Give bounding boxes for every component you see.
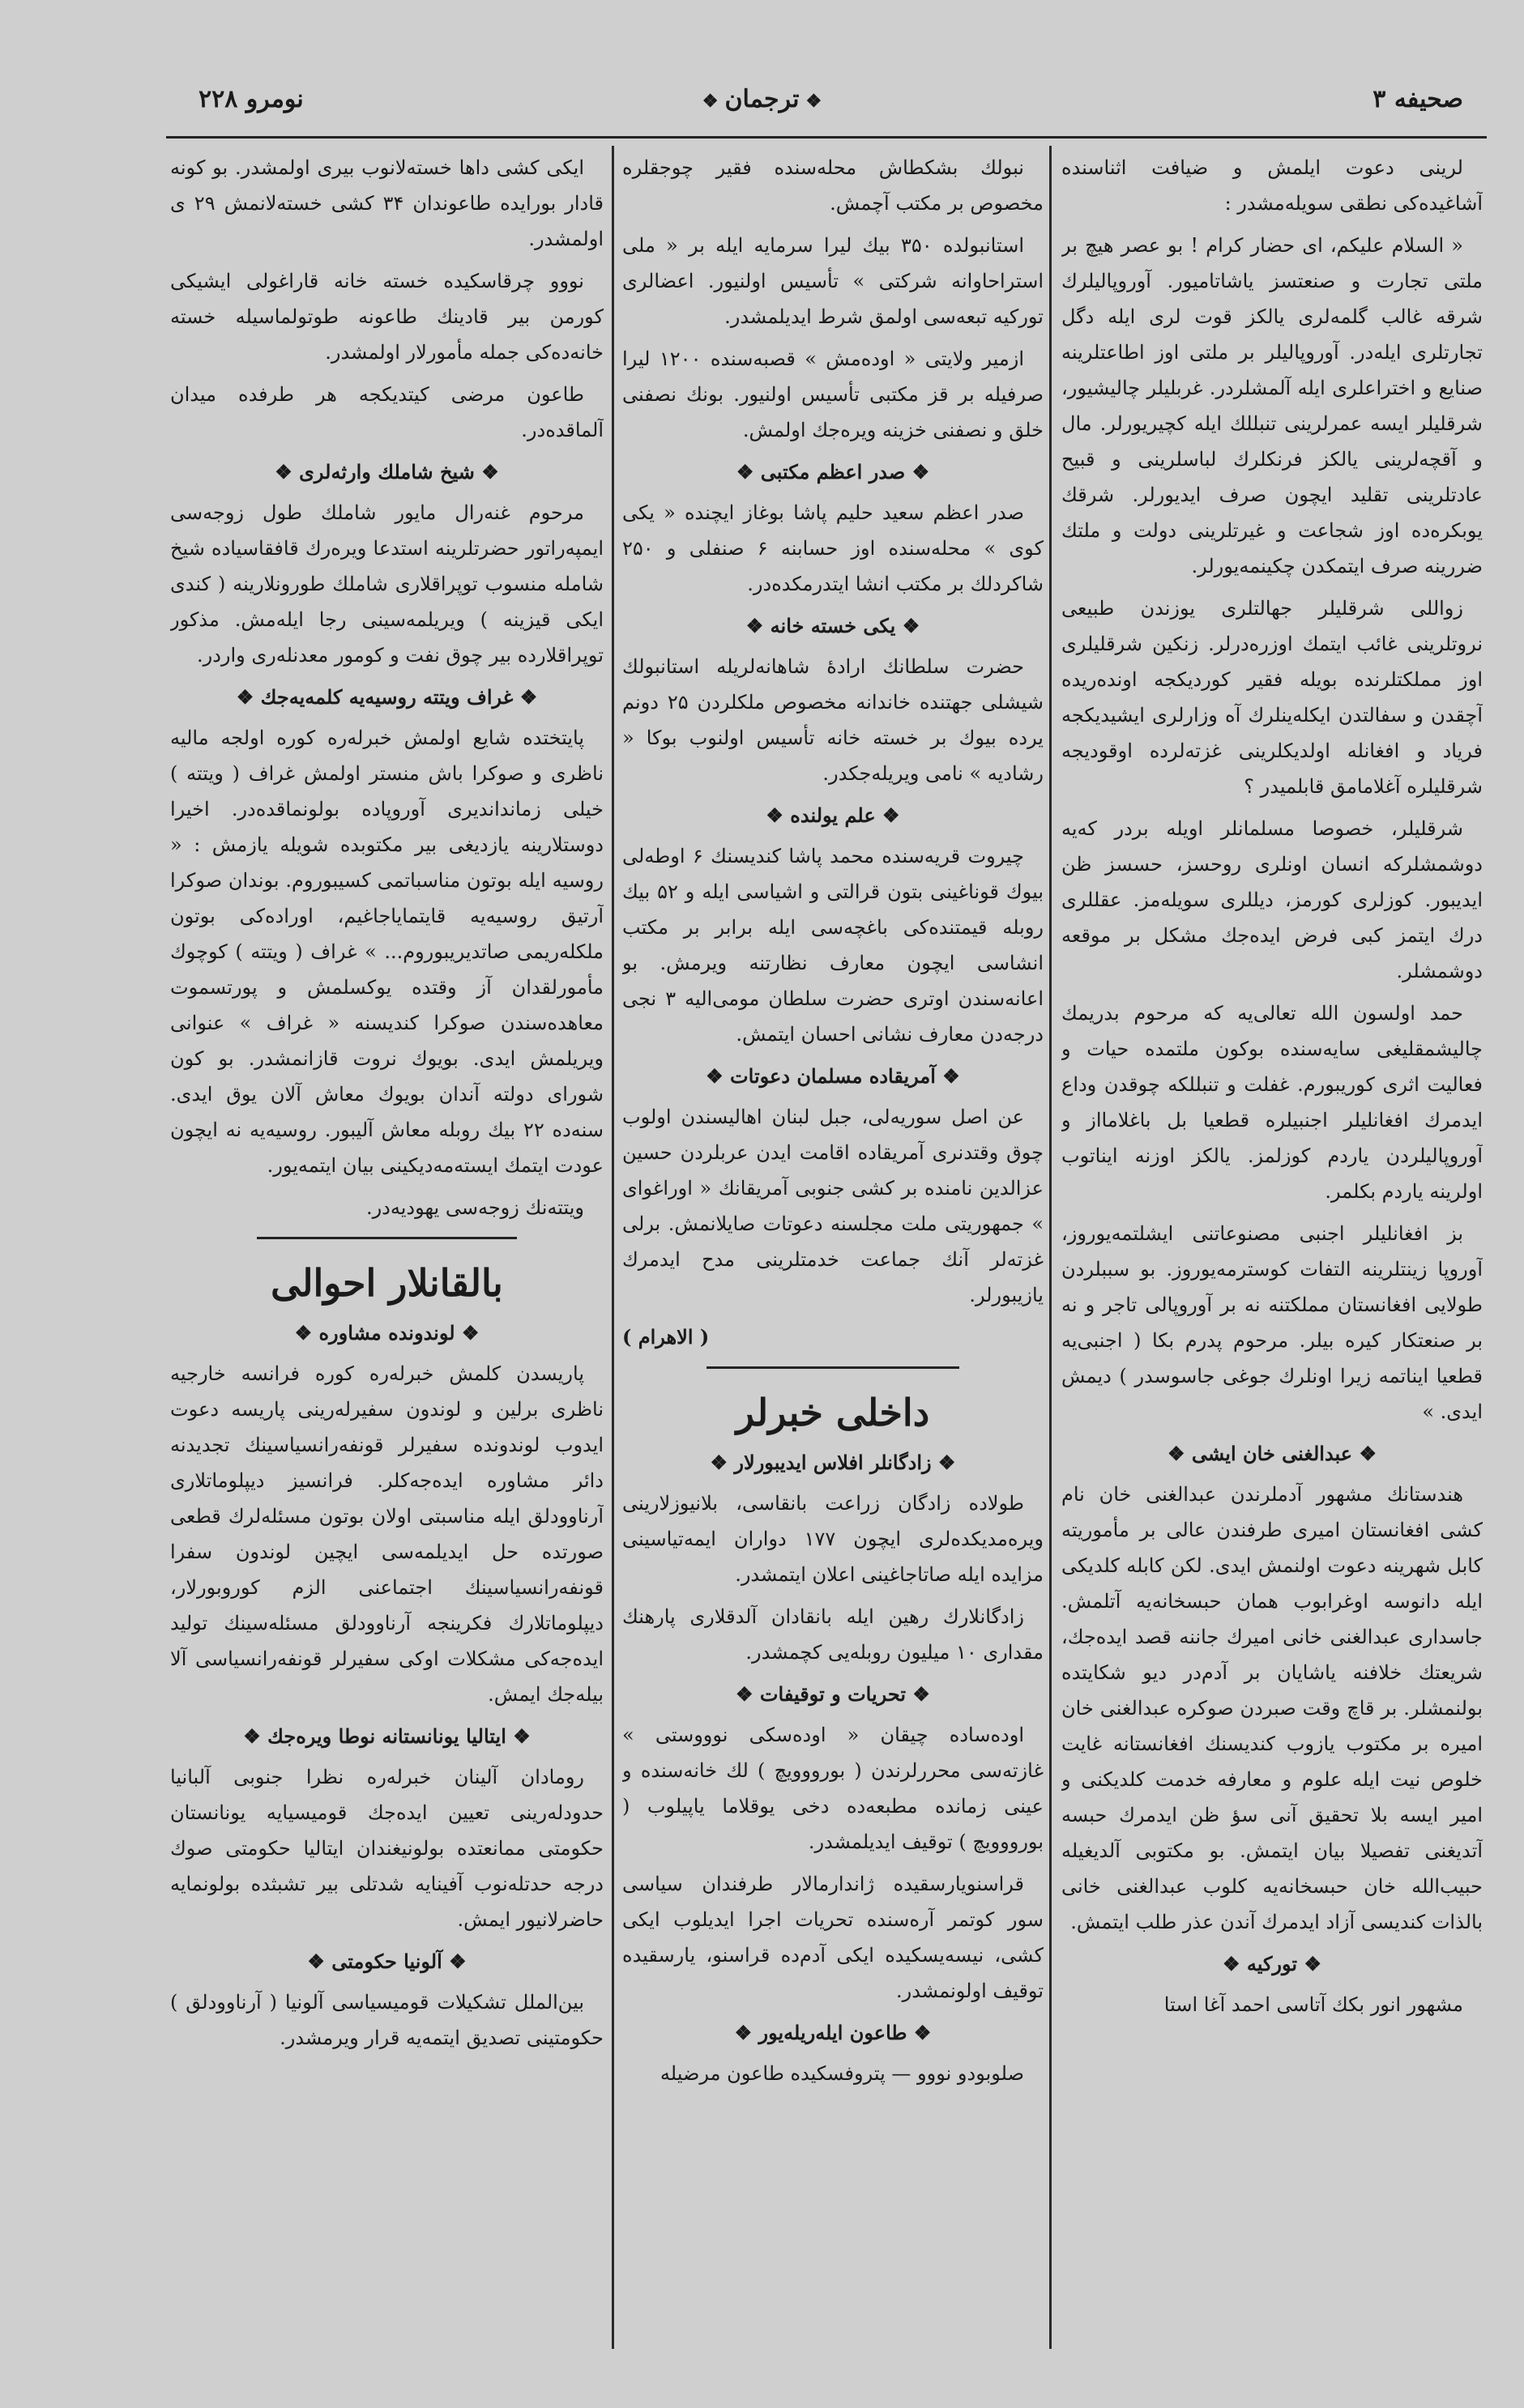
paragraph: استانبولده ۳۵۰ بیك لیرا سرمایه ایله بر « ملی استراحاوانه شرکتی » تأسیس اولنیور. اعضالری تورکیه تبعه‌سی اولمق شرط ایدیلمشدر.	[622, 234, 1044, 328]
section-rule	[707, 1366, 959, 1369]
article-subheading	[622, 454, 1044, 490]
paragraph: نووو چرقاسکیده خسته خانه قاراغولی ایشیکی کورمن بیر قادینك طاعونه طوتولماسیله خسته خانه‌ده‌کی جمله مأمورلار اولمشدر.	[170, 270, 604, 364]
subheading-text: آمریقاده مسلمان دعوتات	[730, 1064, 936, 1088]
column-divider	[612, 146, 614, 2349]
article-subheading	[1061, 1946, 1483, 1982]
column-left	[170, 150, 604, 2353]
paragraph: مرحوم غنه‌رال مایور شاملك طول زوجه‌سی ایمپه‌راتور حضرتلرینه استدعا ویره‌رك قافقاسیاده شیخ شامله منسوب توپراقلاری شاملك طورونلارینه ( کندی ایکی قیزینه ) ویریلمه‌سینی رجا ایله‌مش. مذکور توپراقلارده بیر چوق نفت و کومور معدنله‌ری واردر.	[170, 501, 604, 667]
issue-number-label: نومرو ۲۲۸	[199, 85, 304, 113]
subheading-text: تورکیه	[1246, 1952, 1298, 1975]
subheading-text: ایتالیا یونانستانه نوطا ویره‌جك	[267, 1724, 506, 1748]
article-subheading	[622, 608, 1044, 644]
paragraph: اوده‌ساده چیقان « اوده‌سکی نوووستی » غازته‌سی محررلرندن ( بورووویچ ) لك خانه‌سنده و عینی زمانده مطبعه‌ده دخی یوقلاما یاپیلوب ( بورووویچ ) توقیف ایدیلمشدر.	[622, 1724, 1044, 1853]
paragraph: « السلام علیکم، ای حضار کرام ! بو عصر هیچ بر ملتی تجارت و صنعتسز یاشاتامیور. آوروپالیلرك شرقه غالب گلمه‌لری یالکز قوت لری ایله دگل تجارتلری ایله‌در. آوروپالیلر بر ملتی اوز اطاعتلرینه صنایع و اختراعلری ایله آلمشلردر. غربلیلر چالیشیور، شرقلیلر ایسه عمرلرینی تنبللك ایله کچیریورلر. مال و آقچه‌لرینی یالکز فرنکلرك لباسلرینی و قبیح عادتلرینی تقلید ایچون صرف ایدیورلر. شرقك یوبکره‌ده اوز شجاعت و غیرتلرینی دولت و ملتك ضررینه صرف ایتمکدن چکینمه‌یورلر.	[1061, 234, 1483, 577]
ornament-icon: ❖	[236, 685, 261, 709]
article-subheading	[622, 798, 1044, 833]
article-subheading	[622, 1445, 1044, 1481]
ornament-icon: ❖	[736, 1682, 760, 1706]
paragraph: نبولك بشکطاش محله‌سنده فقیر چوجقلره مخصوص بر مکتب آچمش.	[622, 156, 1044, 215]
subheading-text: غراف ویتته روسیه‌یه کلمه‌یه‌جك	[260, 685, 514, 709]
article-subheading	[170, 1315, 604, 1351]
ornament-icon: ❖	[931, 1451, 956, 1474]
ornament-icon: ❖	[506, 1724, 531, 1748]
paragraph: حمد اولسون الله تعالی‌یه که مرحوم بدریمك چالیشمقلیغی سایه‌سنده بوکون ملتمده حیات و فعالیت اثری کوریبورم. غفلت و تنبللکه چوقدن وداع ایدمرك افغانلیلر اجنبیلره قطعیا بل باغلامااز و آوروپالیلردن یاردم کوزلمز. یالکز اوزنه ایناتوب اولرینه یاردم بکلمر.	[1061, 1002, 1483, 1203]
paragraph: هندستانك مشهور آدملرندن عبدالغنی خان نام کشی افغانستان امیری طرفندن عالی بر مأموریته کابل شهرینه دعوت اولنمش ایدی. لکن کابله کلدیکی ایله دانوسه اوغرابوب همان حبسخانه‌یه آتلمش. جاسداری عبدالغنی خانی امیرك جاننه قصد ایده‌جك، شریعتك خلافنه یاشایان بر آدم‌در دیو شکایتده بولنمشلر. بر قاچ وقت صبردن صوکره عبدالغنی خان امیره بر مکتوب یازوب کندیسنك افغانستانه غایت خلوص نیت ایله علوم و معارفه خدمت کلدیکنی و امیر ایسه بلا تحقیق آنی سؤ ظن ایدمرك حبسه آتدیغنی تفصیلا بیان ایتمش. بو مکتوبی آلدیغیله حبیب‌الله خان حبسخانه‌یه کلوب عبدالغنی خانی بالذات کندیسی آزاد ایدمرك آندن عذر طلب ایتمش.	[1061, 1483, 1483, 1933]
paragraph: ویتته‌نك زوجه‌سی یهودیه‌در.	[365, 1196, 584, 1219]
paragraph: صلوبودو نووو — پتروفسکیده طاعون مرضیله	[660, 2062, 1024, 2085]
ornament-icon: ❖	[935, 1064, 960, 1088]
article-subheading	[1061, 1436, 1483, 1472]
paragraph: رومادان آلینان خبرله‌ره نظرا جنوبی آلبانیا حدودله‌رینی تعیین ایده‌جك قومیسیایه یونانستان حکومتی ممانعتده بولونیغندان ایتالیا حکومتی صوك درجه حدتله‌نوب آفینایه شدتلی بیر تشبثده بولونمایه حاضرلانیور ایمش.	[170, 1766, 604, 1931]
column-divider	[1049, 146, 1052, 2349]
paragraph: چیروت قریه‌سنده محمد پاشا کندیسنك ۶ اوطه‌لی بیوك قوناغینی بتون قرالتی و اشیاسی ایله و ۵۲ بیك روبله قیمتنده‌کی باغچه‌سی ایله برابر بر مکتب انشاسی ایچون معارف نظارتنه ویرمش. بو اعانه‌سندن اوتری حضرت سلطان مومی‌الیه ۳ نجی درجه‌دن معارف نشانی احسان ایتمش.	[622, 845, 1044, 1046]
paragraph: پاریسدن کلمش خبرله‌ره کوره فرانسه خارجیه ناظری برلین و لوندون سفیرله‌رینی پاریسه دعوت ایدوب لوندونده سفیرلر قونفه‌رانسیاسینك تجدیدنه دائر مشاوره ایده‌جه‌کلر. فرانسیز دیپلوماتلاری آرناوودلق ایله مناسبتی اولان بوتون مسئله‌لرك قطعی صورتده حل ایدیلمه‌سی ایچین لوندون سفرا قونفه‌رانسیاسینك اجتماعنی الزم کوروبورلار، دیپلوماتلارك فکرینجه آرناوودلق مسئله‌سینك تولید ایده‌جه‌کی مشکلات اوکی سفیرلر قونفه‌رانسیاسی آلا بیله‌جك ایمش.	[170, 1362, 604, 1706]
subheading-text: تحریات و توقیفات	[759, 1682, 907, 1706]
ornament-icon: ❖	[513, 685, 538, 709]
subheading-text: یکی خسته خانه	[770, 614, 896, 637]
ornament-icon: ❖	[706, 1064, 731, 1088]
paragraph: ازمیر ولایتی « اوده‌مش » قصبه‌سنده ۱۲۰۰ لیرا صرفیله بر قز مکتبی تأسیس اولنیور. بونك نصفنی خلق و نصفنی خزینه ویره‌جك اولمش.	[622, 347, 1044, 441]
ornament-icon: ❖	[1297, 1952, 1321, 1975]
ornament-icon: ❖	[243, 1724, 268, 1748]
paragraph: قراسنویارسقیده ژاندارمالار طرفندان سیاسی سور کوتمر آره‌سنده تحریات اجرا ایدیلوب ایکی کشی، نیسه‌یسکیده ایکی آدم‌ده قراسنو، یارسقیده توقیف اولونمشدر.	[622, 1873, 1044, 2002]
paragraph: حضرت سلطانك اراده‌ٔ شاهانه‌لریله استانبولك شیشلی جهتنده خاندانه مخصوص ملکلردن ۲۵ دونم یرده بیوك بر خسته خانه تأسیس اولنوب بوکا « رشادیه » نامی ویریله‌جکدر.	[622, 655, 1044, 785]
paragraph: بز افغانلیلر اجنبی مصنوعاتنی ایشلتمه‌یوروز، آوروپا زینتلرینه التفات کوسترمه‌یوروز. بو سببلردن طولایی افغانستان مملکتنه نه بر آوروپالی تاجر و نه بر صنعتکار کیره بیلر. مرحوم پدرم بکا ( اجنبی‌یه قطعیا ایناتمه زیرا اونلرك جوغی جاسوسدر ) دیمش ایدی. »	[1061, 1222, 1483, 1423]
article-subheading	[170, 1944, 604, 1980]
paragraph: زادگانلارك رهین ایله بانقادان آلدقلاری پارهنك مقداری ۱۰ میلیون روبله‌یی کچمشدر.	[622, 1605, 1044, 1664]
paragraph: طولاده زادگان زراعت بانقاسی، بلانیوزلارینی ویره‌مدیکده‌لری ایچون ۱۷۷ دواران ایمه‌تیاسینی مزایده ایله صاتاجاغینی اعلان ایتمشدر.	[622, 1492, 1044, 1586]
subheading-text: عبدالغنی خان ایشی	[1191, 1442, 1353, 1465]
header-rule	[166, 136, 1487, 139]
ornament-icon: ❖	[875, 803, 900, 827]
ornament-icon: ❖	[474, 460, 499, 484]
section-title: بالقانلار احوالی	[271, 1261, 503, 1305]
article-subheading	[622, 1677, 1044, 1712]
ornament-icon: ❖	[1352, 1442, 1377, 1465]
paragraph: زواللی شرقلیلر جهالتلری یوزندن طبیعی نروتلرینی غائب ایتمك اوزره‌درلر. زنکین شرقلیلری اوز مملکتلرنده بویله فقیر کوردیکجه اونده‌ریده آچقدن و سفالتدن ایکله‌ینلرك آه وزارلری ایشیدیکجه فریاد و افغانله اولدیکلرینی غزته‌لرده اوقودیجه شرقلیلره آغلامامق قابلمیدر ؟	[1061, 597, 1483, 798]
subheading-text: علم یولنده	[790, 803, 876, 827]
ornament-icon: ❖	[895, 614, 920, 637]
ornament-icon: ❖	[766, 803, 791, 827]
ornament-icon: ❖	[805, 91, 822, 112]
paragraph: مشهور انور بکك آتاسی احمد آغا استا	[1163, 1993, 1463, 2016]
source-attribution: ( الاهرام )	[622, 1325, 710, 1349]
page-number-label: صحیفه ۳	[1372, 85, 1463, 113]
paragraph: بین‌الملل تشکیلات قومیسیاسی آلونیا ( آرناوودلق ) حکومتینی تصدیق ایتمه‌یه قرار ویرمشدر.	[170, 1991, 604, 2049]
article-subheading	[622, 2015, 1044, 2051]
paragraph: طاعون مرضی کیتدیکجه هر طرفده میدان آلماقده‌در.	[170, 383, 604, 441]
ornament-icon: ❖	[702, 91, 719, 112]
ornament-icon: ❖	[710, 1451, 735, 1474]
ornament-icon: ❖	[906, 1682, 930, 1706]
ornament-icon: ❖	[1223, 1952, 1247, 1975]
column-middle	[622, 150, 1044, 2353]
paragraph: ایکی کشی داها خسته‌لانوب بیری اولمشدر. بو کونه قادار بورایده طاعوندان ۳۴ کشی خسته‌لانمش ۲۹ ی اولمشدر.	[170, 156, 604, 250]
section-rule	[257, 1237, 517, 1239]
ornament-icon: ❖	[1168, 1442, 1192, 1465]
section-title: داخلی خبرلر	[736, 1391, 930, 1434]
subheading-text: طاعون ایله‌ریله‌یور	[758, 2021, 907, 2044]
article-subheading	[170, 680, 604, 715]
ornament-icon: ❖	[275, 460, 300, 484]
paragraph: عن اصل سوریه‌لی، جبل لبنان اهالیسندن اولوب چوق وقتدنری آمریقاده اقامت ایدن عربلردن حسین عزالدین نامنده بر کشی جنوبی آمریقانك « اوراغوای » جمهوریتی ملت مجلسنه دعوتات صایلانمش. برلی غزته‌لر آنك جماعت خدمتلرینی مدح ایدمرك یازیبورلر.	[622, 1106, 1044, 1306]
article-subheading	[170, 454, 604, 490]
subheading-text: صدر اعظم مکتبی	[760, 460, 906, 484]
ornament-icon: ❖	[734, 2021, 759, 2044]
ornament-icon: ❖	[442, 1950, 467, 1973]
paragraph: لرینی دعوت ایلمش و ضیافت اثناسنده آشاغیده‌کی نطقی سویله‌مشدر :	[1061, 156, 1483, 215]
ornament-icon: ❖	[736, 460, 761, 484]
column-right	[1061, 150, 1483, 2353]
subheading-text: لوندونده مشاوره	[318, 1321, 455, 1345]
ornament-icon: ❖	[905, 460, 930, 484]
paragraph: شرقلیلر، خصوصا مسلمانلر اویله بردر که‌یه دوشمشلرکه انسان اونلری روحسز، حسسز ظن ایدیبور. کوزلری کورمز، دیللری سویله‌مز. عقللری درك ایتمز کبی فرض ایده‌جك مشکل بر موقعه دوشمشلر.	[1061, 817, 1483, 982]
ornament-icon: ❖	[307, 1950, 332, 1973]
subheading-text: زادگانلر افلاس ایدیبورلار	[734, 1451, 932, 1474]
paragraph: صدر اعظم سعید حلیم پاشا بوغاز ایچنده « یکی کوی » محله‌سنده اوز حسابنه ۶ صنفلی و ۲۵۰ شاکردلك بر مکتب انشا ایتدرمکده‌در.	[622, 501, 1044, 595]
ornament-icon: ❖	[745, 614, 771, 637]
article-subheading	[170, 1719, 604, 1754]
subheading-text: شیخ شاملك وارثه‌لری	[299, 460, 475, 484]
ornament-icon: ❖	[294, 1321, 319, 1345]
ornament-icon: ❖	[455, 1321, 480, 1345]
ornament-icon: ❖	[907, 2021, 932, 2044]
newspaper-title: ترجمان	[724, 85, 800, 113]
subheading-text: آلونیا حکومتی	[331, 1950, 442, 1973]
article-subheading	[622, 1059, 1044, 1094]
paragraph: پایتختده شایع اولمش خبرله‌ره کوره اولجه مالیه ناظری و صوکرا باش منستر اولمش غراف ( ویتته ) خیلی زمانداندیری آوروپاده بولونماقده‌در. اخیرا دوستلارینه یازدیغی بیر مکتوبده شویله یازمش : « روسیه ایله بوتون مناسباتمی کسیبوروم. بوندان صوکرا آرتیق روسیه‌یه قایتمایاجاغیم، اوراده‌کی بوتون ملکله‌ریمی صاتدیریبوروم... » غراف ( ویتته ) کوچوك مأمورلقدان آز وقتده یوکسلمش و پورتسموت معاهده‌سندن صوکرا کندیسنه « غراف » عنوانی ویریلمش ایدی. بویوك نروت قازانمشدر. بو کون شورای دولته آندان بویوك معاش آلان یوق ایدی. سنه‌ده ۲۲ بیك روبله معاش آلیبور. روسیه‌یه نه ایچون عودت ایتمك ایسته‌مه‌دیکینی بیان ایتمه‌یور.	[170, 727, 604, 1177]
